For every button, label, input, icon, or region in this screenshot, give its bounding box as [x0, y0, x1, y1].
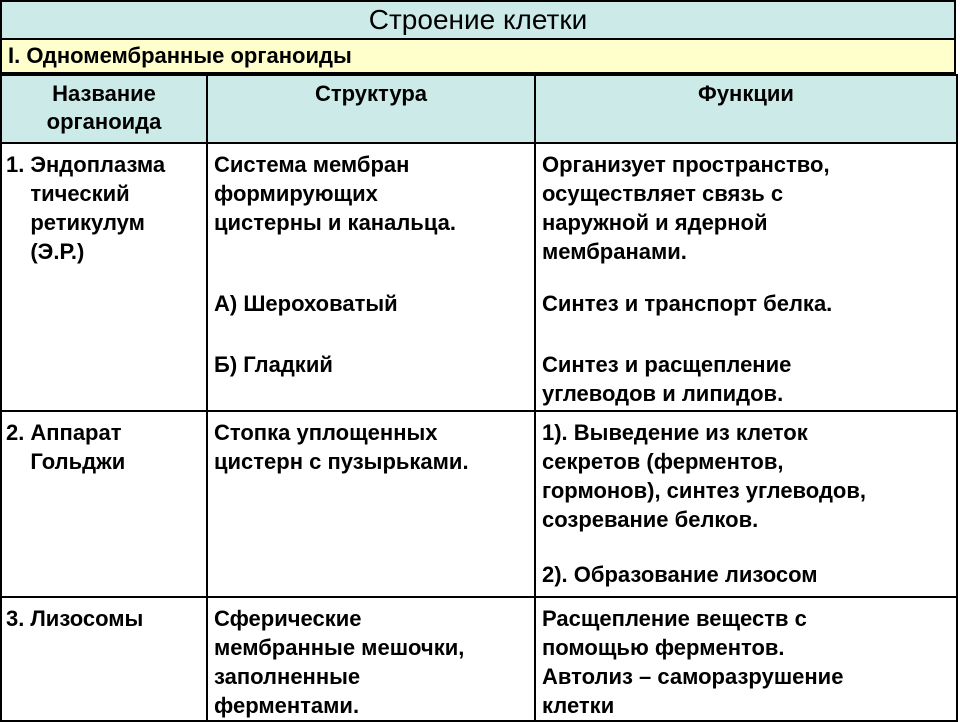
organelle-name-line: ретикулум: [30, 210, 145, 235]
organelle-name-line: (Э.Р.): [30, 239, 85, 264]
organelle-name-line: Лизосомы: [30, 606, 144, 631]
function-line: клетки: [542, 693, 615, 718]
table-row: [1, 411, 957, 597]
organelle-name-cell: [1, 597, 207, 721]
structure-line: ферментами.: [214, 693, 360, 718]
function-line: Организует пространство,: [542, 152, 830, 177]
organelle-name-cell: [1, 411, 207, 597]
structure-line: Сферические: [214, 606, 362, 631]
function-line: мембранами.: [542, 239, 687, 264]
organelle-name-line: тический: [30, 181, 130, 206]
structure-line: формирующих: [214, 181, 378, 206]
table-row: [1, 597, 957, 721]
function-line: секретов (ферментов,: [542, 449, 784, 474]
structure-variant-b: Б) Гладкий: [214, 352, 333, 377]
column-header-structure: Структура: [207, 75, 535, 143]
function-line: 1). Выведение из клеток: [542, 420, 808, 445]
row-number: 3.: [6, 606, 25, 631]
functions-cell: [535, 597, 957, 721]
function-variant-a: Синтез и транспорт белка.: [542, 291, 833, 316]
functions-cell: [535, 411, 957, 597]
column-header-name-line1: Название: [52, 81, 156, 106]
organelle-name-cell: [1, 143, 207, 411]
structure-cell: [207, 597, 535, 721]
function-line: помощью ферментов.: [542, 635, 785, 660]
structure-cell: [207, 411, 535, 597]
page-title: Строение клетки: [368, 4, 588, 35]
structure-line: цистерны и канальца.: [214, 210, 456, 235]
function-variant-b: Синтез и расщепление: [542, 352, 792, 377]
column-header-functions: Функции: [535, 75, 957, 143]
structure-line: цистерн с пузырьками.: [214, 449, 469, 474]
structure-cell: [207, 143, 535, 411]
function-line: созревание белков.: [542, 507, 759, 532]
structure-line: Стопка уплощенных: [214, 420, 438, 445]
function-line: осуществляет связь с: [542, 181, 784, 206]
table-row: [1, 143, 957, 411]
section-title: I. Одномембранные органоиды: [8, 43, 352, 68]
organelle-name-line: Аппарат: [30, 420, 122, 445]
organelle-name-line: Эндоплазма: [30, 152, 166, 177]
structure-variant-a: А) Шероховатый: [214, 291, 398, 316]
table-header-row: [1, 75, 957, 143]
row-number: 1.: [6, 152, 25, 177]
organelles-table: [0, 74, 958, 722]
title-bar: [0, 0, 956, 40]
functions-cell: [535, 143, 957, 411]
column-header-name: [1, 75, 207, 143]
function-line: Расщепление веществ с: [542, 606, 807, 631]
function-variant-b: углеводов и липидов.: [542, 381, 784, 406]
structure-line: Система мембран: [214, 152, 410, 177]
section-bar: [0, 40, 956, 74]
structure-line: мембранные мешочки,: [214, 635, 465, 660]
function-line: Автолиз – саморазрушение: [542, 664, 844, 689]
function-line: наружной и ядерной: [542, 210, 768, 235]
function-line: гормонов), синтез углеводов,: [542, 478, 866, 503]
column-header-name-line2: органоида: [46, 109, 162, 134]
structure-line: заполненные: [214, 664, 361, 689]
organelle-name-line: Гольджи: [30, 449, 126, 474]
function-line: 2). Образование лизосом: [542, 562, 818, 587]
row-number: 2.: [6, 420, 25, 445]
